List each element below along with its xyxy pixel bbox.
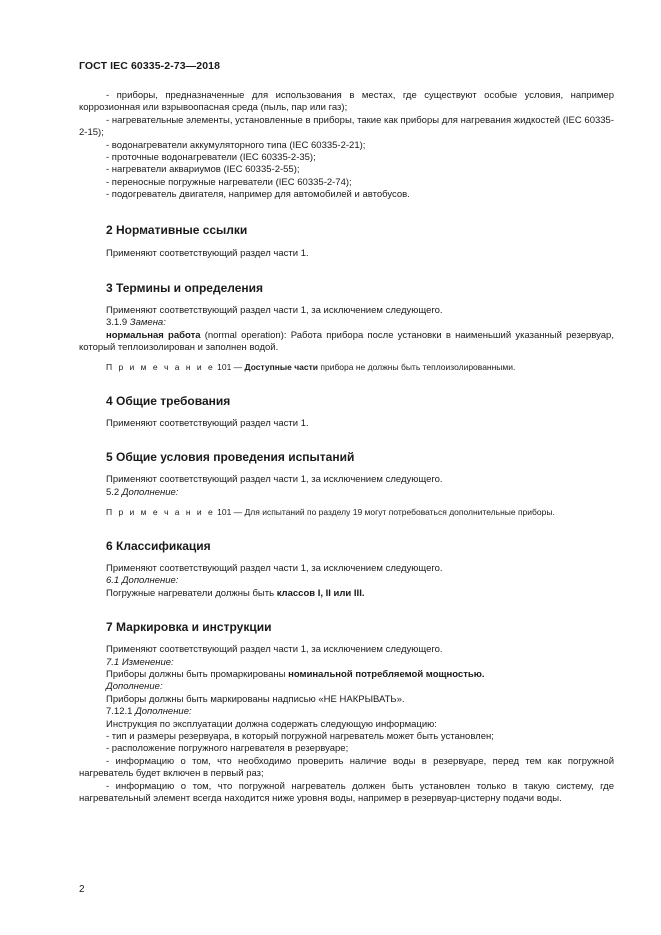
section-5-heading: 5 Общие условия проведения испытаний	[106, 450, 355, 465]
term: нормальная работа	[106, 329, 201, 341]
intro-item: - водонагреватели аккумуляторного типа (IEC 60335-2-21);	[106, 139, 366, 151]
section-4-heading: 4 Общие требования	[106, 393, 231, 408]
marking-bold: номинальной потребляемой мощностью.	[288, 668, 485, 680]
clause-7-1: 7.1 Изменение:	[106, 656, 174, 668]
note-label: П р и м е ч а н и е	[106, 506, 215, 517]
clause-5-2	[79, 487, 614, 499]
note-term: Доступные части	[244, 361, 318, 372]
clause-label: Дополнение:	[135, 706, 192, 718]
marking-line	[79, 669, 614, 681]
clause-label: Замена:	[129, 317, 166, 329]
classification-classes: классов I, II или III.	[276, 587, 365, 599]
intro-item: - нагреватели аквариумов (IEC 60335-2-55);	[106, 164, 300, 176]
term-definition	[79, 330, 614, 355]
instruction-item: - расположение погружного нагревателя в резервуаре;	[106, 743, 349, 755]
clause-number: 3.1.9	[106, 317, 128, 329]
page-content	[79, 90, 614, 805]
clause-number: 7.12.1	[106, 706, 133, 718]
section-6-text: Применяют соответствующий раздел части 1, за исключением следующего.	[106, 562, 443, 574]
note-text: 101 — Для испытаний по разделу 19 могут потребоваться дополнительные приборы.	[214, 506, 555, 517]
clause-7-12-1	[79, 706, 614, 718]
marking-text: Приборы должны быть промаркированы	[106, 668, 289, 680]
section-2-text: Применяют соответствующий раздел части 1.	[106, 247, 309, 259]
classification-line	[79, 588, 614, 600]
marking-cover-line: Приборы должны быть маркированы надписью «НЕ НАКРЫВАТЬ».	[106, 693, 405, 705]
definition: (normal operation): Работа прибора после установки в наименьший указанный резервуар, который теплоизолирован и заполнен водой.	[79, 329, 614, 354]
section-7-heading: 7 Маркировка и инструкции	[106, 620, 272, 635]
intro-item: - приборы, предназначенные для использования в местах, где существуют особые условия, например коррозионная или взрывоопасная среда (пыль, пар или газ);	[79, 90, 614, 114]
section-7-text: Применяют соответствующий раздел части 1, за исключением следующего.	[106, 644, 443, 656]
clause-label: Дополнение:	[121, 486, 179, 498]
section-2-heading: 2 Нормативные ссылки	[106, 222, 248, 237]
intro-item: - нагревательные элементы, установленные в приборы, такие как приборы для нагревания жидкостей (IEC 60335-2-15);	[79, 114, 614, 139]
section-6-heading: 6 Классификация	[106, 538, 211, 553]
instruction-item: - тип и размеры резервуара, в который погружной нагреватель может быть установлен;	[106, 730, 494, 742]
clause-6-1: 6.1 Дополнение:	[106, 575, 179, 587]
note-5	[79, 507, 614, 518]
note-3	[79, 362, 614, 373]
intro-item: - подогреватель двигателя, например для автомобилей и автобусов.	[106, 189, 410, 201]
section-3-heading: 3 Термины и определения	[106, 281, 264, 296]
clause-number: 5.2	[106, 486, 120, 498]
section-5-text: Применяют соответствующий раздел части 1, за исключением следующего.	[106, 474, 443, 486]
classification-text: Погружные нагреватели должны быть	[106, 587, 277, 599]
intro-item: - проточные водонагреватели (IEC 60335-2-35);	[106, 152, 316, 164]
instruction-item: - информацию о том, что погружной нагреватель должен быть установлен только в такую систему, где нагревательный элемент всегда находится ниже уровня воды, например в резервуар-цистерну подачи воды.	[79, 780, 614, 804]
intro-item: - переносные погружные нагреватели (IEC 60335-2-74);	[106, 176, 352, 188]
clause-addition: Дополнение:	[106, 681, 163, 693]
note-label: П р и м е ч а н и е	[106, 361, 215, 372]
page-number: 2	[79, 884, 85, 895]
instruction-line: Инструкция по эксплуатации должна содержать следующую информацию:	[106, 718, 437, 730]
instruction-item: - информацию о том, что необходимо проверить наличие воды в резервуаре, перед тем как погружной нагреватель будет включен в первый раз;	[79, 755, 614, 780]
document-header: ГОСТ IEC 60335-2-73—2018	[79, 60, 221, 72]
note-text: прибора не должны быть теплоизолированными.	[318, 361, 516, 372]
section-3-text: Применяют соответствующий раздел части 1, за исключением следующего.	[106, 305, 443, 317]
note-number: 101 —	[214, 361, 245, 372]
section-4-text: Применяют соответствующий раздел части 1.	[106, 417, 309, 429]
clause-3-1-9	[79, 317, 614, 329]
